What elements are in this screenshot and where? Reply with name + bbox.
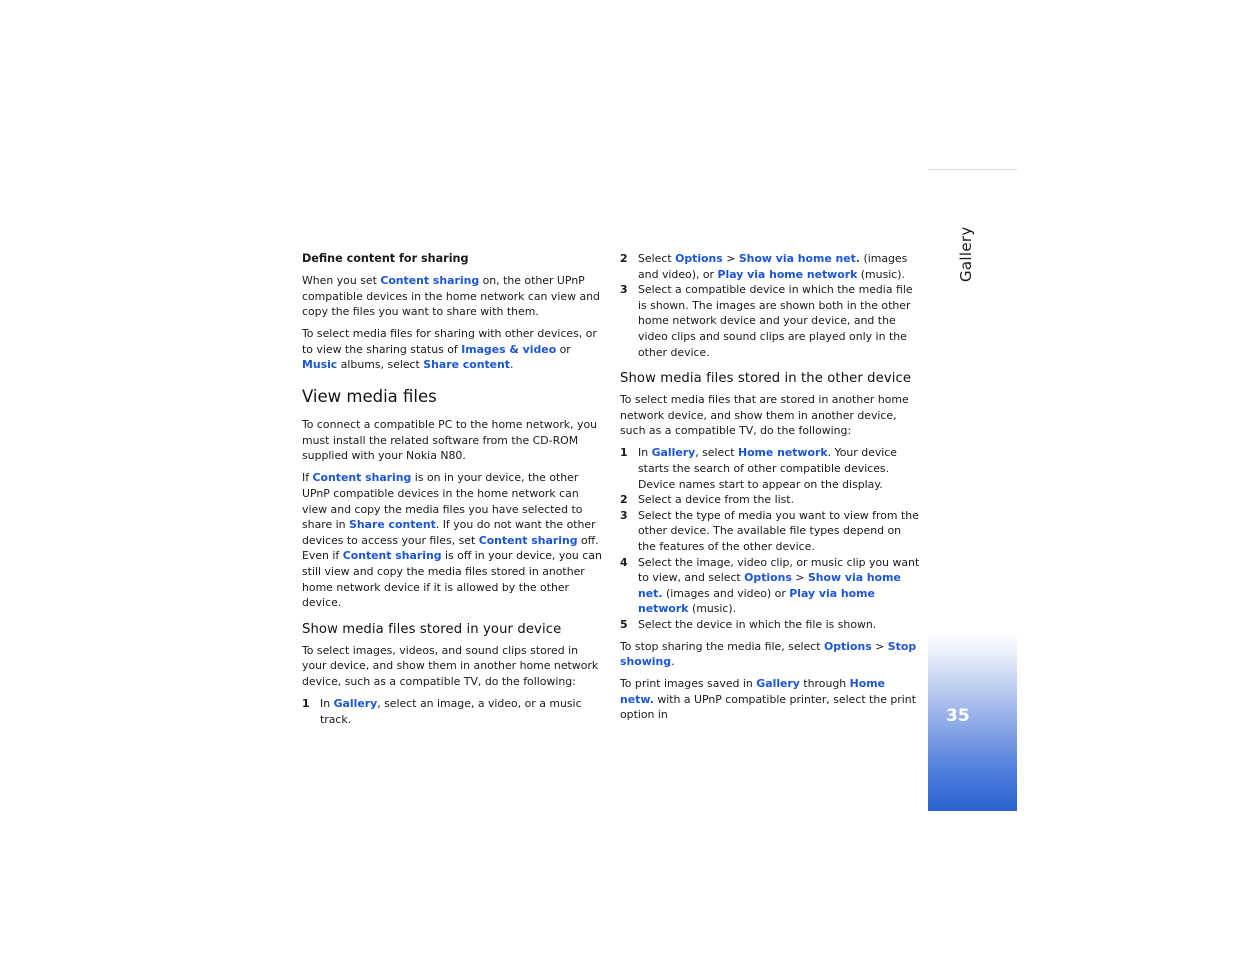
link-content-sharing[interactable]: Content sharing: [312, 471, 412, 485]
link-play-via-home-network[interactable]: Play via home network: [717, 267, 858, 281]
link-content-sharing[interactable]: Content sharing: [380, 274, 480, 287]
link-gallery[interactable]: Gallery: [756, 677, 800, 691]
link-gallery[interactable]: Gallery: [651, 446, 696, 460]
list-item: 4 Select the image, video clip, or music clip you want to view, and select Options > Show via home net. (images and video) or Play via home network (music).: [620, 555, 920, 616]
link-share-content[interactable]: Share content: [349, 518, 436, 532]
your-device-steps: [302, 696, 602, 727]
link-content-sharing[interactable]: Content sharing: [342, 549, 442, 563]
list-item: 5 Select the device in which the file is shown.: [620, 617, 877, 631]
paragraph-connect-pc: To connect a compatible PC to the home network, you must install the related software from the CD-ROM supplied with your Nokia N80.: [302, 418, 598, 463]
paragraph-content-sharing: When you set Content sharing on, the other UPnP compatible devices in the home network can view and copy the files you want to share with them.: [302, 274, 600, 319]
link-images-video[interactable]: Images & video: [461, 342, 557, 356]
show-your-device-heading: Show media files stored in your device: [302, 621, 562, 637]
page-number: 35: [946, 706, 970, 726]
list-item: 3 Select the type of media you want to view from the other device. The available file types depend on the features of the other device.: [620, 508, 919, 553]
link-gallery[interactable]: Gallery: [333, 696, 378, 710]
paragraph-stop-sharing: To stop sharing the media file, select Options > Stop showing.: [620, 639, 917, 669]
define-content-heading: Define content for sharing: [302, 252, 469, 265]
paragraph-select-images: To select images, videos, and sound clips stored in your device, and show them in another home network device, such as a compatible TV, do the following:: [302, 643, 599, 688]
link-music[interactable]: Music: [302, 358, 338, 372]
link-stop-showing[interactable]: Stop showing: [620, 639, 917, 669]
paragraph-select-media: To select media files for sharing with other devices, or to view the sharing status of Images & video or Music albums, select Share content.: [302, 327, 597, 372]
left-column: [302, 251, 602, 733]
list-item: 1 In Gallery, select an image, a video, or a music track.: [302, 696, 582, 726]
link-share-content[interactable]: Share content: [423, 358, 511, 372]
link-home-netw[interactable]: Home netw.: [620, 677, 885, 706]
paragraph-content-sharing-on: If Content sharing is on in your device, the other UPnP compatible devices in the home network can view and copy the media files you have selected to share in Share content. If you do not want the other devices to access your files, set Content sharing off. Even if Content sharing is off in your device, you can still view and copy the media files stored in another home network device if it is allowed by the other device.: [302, 471, 602, 610]
link-play-via-home-network[interactable]: Play via home network: [638, 586, 875, 616]
list-item: 3 Select a compatible device in which the media file is shown. The images are shown both in the other home network device and your device, and the video clips and sound clips are played only in the other device.: [620, 283, 913, 359]
link-home-network[interactable]: Home network: [737, 446, 828, 460]
link-options[interactable]: Options: [744, 571, 792, 585]
link-options[interactable]: Options: [675, 252, 723, 265]
paragraph-print-images: To print images saved in Gallery through Home netw. with a UPnP compatible printer, select the print option in: [620, 677, 916, 722]
link-show-via-home-net[interactable]: Show via home net.: [738, 252, 860, 265]
paragraph-select-other-device: To select media files that are stored in another home network device, and show them in another device, such as a compatible TV, do the following:: [620, 393, 909, 438]
right-column: [620, 251, 922, 730]
link-options[interactable]: Options: [824, 639, 872, 653]
list-item: 2 Select a device from the list.: [620, 493, 795, 507]
other-device-steps: [620, 445, 922, 632]
list-item: 2 Select Options > Show via home net. (images and video), or Play via home network (music).: [620, 252, 908, 281]
chapter-title: Gallery: [957, 226, 975, 282]
link-content-sharing[interactable]: Content sharing: [478, 533, 578, 547]
show-other-device-heading: Show media files stored in the other device: [620, 371, 912, 387]
view-media-files-heading: View media files: [302, 387, 437, 407]
your-device-steps-continued: [620, 251, 922, 360]
link-show-via-home-net[interactable]: Show via home net.: [638, 571, 901, 600]
list-item: 1 In Gallery, select Home network. Your device starts the search of other compatible devices. Device names start to appear on the display.: [620, 446, 897, 491]
